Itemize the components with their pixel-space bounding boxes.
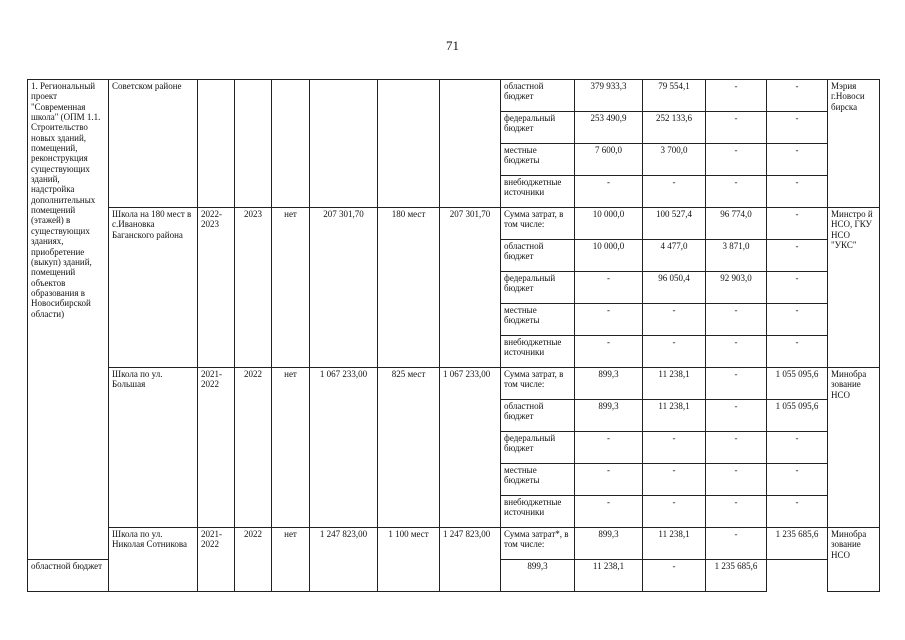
funding-source: областной бюджет <box>501 240 575 272</box>
value-cell: - <box>643 496 706 528</box>
funding-source: местные бюджеты <box>501 464 575 496</box>
object-remaining: 1 067 233,00 <box>440 368 501 528</box>
table-row <box>28 208 880 240</box>
object-cost: 207 301,70 <box>310 208 378 368</box>
value-cell: - <box>767 304 828 336</box>
value-cell: - <box>706 144 767 176</box>
value-cell: 899,3 <box>501 560 575 592</box>
value-cell: - <box>706 432 767 464</box>
value-cell: - <box>767 176 828 208</box>
value-cell: - <box>767 208 828 240</box>
value-cell: - <box>575 176 643 208</box>
value-cell: 79 554,1 <box>643 80 706 112</box>
value-cell: 10 000,0 <box>575 240 643 272</box>
value-cell: - <box>575 272 643 304</box>
object-capacity: 825 мест <box>378 368 440 528</box>
value-cell: - <box>767 80 828 112</box>
object-start: 2022-2023 <box>198 208 235 368</box>
value-cell: - <box>575 304 643 336</box>
value-cell: 4 477,0 <box>643 240 706 272</box>
value-cell: 1 055 095,6 <box>767 368 828 400</box>
value-cell: 7 600,0 <box>575 144 643 176</box>
object-cost: 1 247 823,00 <box>310 528 378 592</box>
value-cell: - <box>706 176 767 208</box>
object-start: 2021-2022 <box>198 528 235 592</box>
value-cell: - <box>767 336 828 368</box>
object-pir: нет <box>272 368 310 528</box>
funding-source: федеральный бюджет <box>501 272 575 304</box>
object-capacity <box>378 80 440 208</box>
value-cell: - <box>706 464 767 496</box>
budget-table <box>27 79 880 592</box>
object-cost <box>310 80 378 208</box>
value-cell: - <box>643 176 706 208</box>
value-cell: 253 490,9 <box>575 112 643 144</box>
value-cell: - <box>767 496 828 528</box>
value-cell: 11 238,1 <box>643 528 706 560</box>
object-end: 2023 <box>235 208 272 368</box>
funding-source: федеральный бюджет <box>501 432 575 464</box>
value-cell: 11 238,1 <box>643 400 706 432</box>
funding-source: федеральный бюджет <box>501 112 575 144</box>
value-cell: - <box>706 528 767 560</box>
value-cell: 1 055 095,6 <box>767 400 828 432</box>
executor: Мэрия г.Новоси бирска <box>828 80 880 208</box>
funding-source: местные бюджеты <box>501 144 575 176</box>
funding-source: областной бюджет <box>501 400 575 432</box>
object-end: 2022 <box>235 528 272 592</box>
value-cell: - <box>706 304 767 336</box>
value-cell: - <box>706 496 767 528</box>
table-row <box>28 80 880 112</box>
value-cell: 1 235 685,6 <box>706 560 767 592</box>
value-cell: 96 050,4 <box>643 272 706 304</box>
object-capacity: 180 мест <box>378 208 440 368</box>
value-cell: - <box>643 432 706 464</box>
value-cell: - <box>767 432 828 464</box>
object-end: 2022 <box>235 368 272 528</box>
value-cell: 3 871,0 <box>706 240 767 272</box>
value-cell: 3 700,0 <box>643 144 706 176</box>
object-pir: нет <box>272 208 310 368</box>
object-start <box>198 80 235 208</box>
value-cell: 11 238,1 <box>643 368 706 400</box>
value-cell: - <box>767 240 828 272</box>
funding-source: местные бюджеты <box>501 304 575 336</box>
object-capacity: 1 100 мест <box>378 528 440 592</box>
value-cell: - <box>767 144 828 176</box>
value-cell: - <box>706 80 767 112</box>
page-number: 71 <box>446 38 459 53</box>
table-row <box>28 368 880 400</box>
value-cell: 92 903,0 <box>706 272 767 304</box>
value-cell: - <box>706 336 767 368</box>
object-end <box>235 80 272 208</box>
value-cell: - <box>706 368 767 400</box>
funding-source: областной бюджет <box>28 560 109 592</box>
executor: Минобра зование НСО <box>828 368 880 528</box>
section-title: 1. Региональный проект "Современная школа" (ОПМ 1.1. Строительство новых зданий, помещений, реконструкция существующих зданий, надстройка дополнительных помещений (этажей) в существующих зданиях, приобретение (выкуп) зданий, помещений объектов образования в Новосибирской области) <box>28 80 109 560</box>
value-cell: 96 774,0 <box>706 208 767 240</box>
funding-source: внебюджетные источники <box>501 176 575 208</box>
value-cell: 899,3 <box>575 400 643 432</box>
object-remaining: 1 247 823,00 <box>440 528 501 592</box>
value-cell: - <box>643 336 706 368</box>
funding-source: Сумма затрат, в том числе: <box>501 208 575 240</box>
value-cell: - <box>575 432 643 464</box>
value-cell: 252 133,6 <box>643 112 706 144</box>
object-remaining <box>440 80 501 208</box>
executor: Минстро й НСО, ГКУ НСО "УКС" <box>828 208 880 368</box>
value-cell: - <box>575 496 643 528</box>
table-row <box>28 528 880 560</box>
object-name: Школа по ул. Николая Сотникова <box>109 528 198 592</box>
value-cell: 379 933,3 <box>575 80 643 112</box>
object-cost: 1 067 233,00 <box>310 368 378 528</box>
value-cell: - <box>575 464 643 496</box>
object-name: Школа по ул. Большая <box>109 368 198 528</box>
value-cell: 1 235 685,6 <box>767 528 828 560</box>
value-cell: - <box>706 112 767 144</box>
value-cell: - <box>767 272 828 304</box>
value-cell: - <box>643 464 706 496</box>
funding-source: Сумма затрат, в том числе: <box>501 368 575 400</box>
object-remaining: 207 301,70 <box>440 208 501 368</box>
funding-source: внебюджетные источники <box>501 496 575 528</box>
value-cell: - <box>767 112 828 144</box>
value-cell: 899,3 <box>575 528 643 560</box>
value-cell: 899,3 <box>575 368 643 400</box>
value-cell: - <box>643 304 706 336</box>
object-name: Школа на 180 мест в с.Ивановка Баганского района <box>109 208 198 368</box>
value-cell: - <box>706 400 767 432</box>
value-cell: - <box>643 560 706 592</box>
value-cell: 100 527,4 <box>643 208 706 240</box>
object-pir <box>272 80 310 208</box>
value-cell: - <box>767 464 828 496</box>
value-cell: 10 000,0 <box>575 208 643 240</box>
funding-source: областной бюджет <box>501 80 575 112</box>
funding-source: Сумма затрат*, в том числе: <box>501 528 575 560</box>
executor: Минобра зование НСО <box>828 528 880 592</box>
value-cell: 11 238,1 <box>575 560 643 592</box>
object-name: Советском районе <box>109 80 198 208</box>
object-start: 2021-2022 <box>198 368 235 528</box>
object-pir: нет <box>272 528 310 592</box>
value-cell: - <box>575 336 643 368</box>
funding-source: внебюджетные источники <box>501 336 575 368</box>
